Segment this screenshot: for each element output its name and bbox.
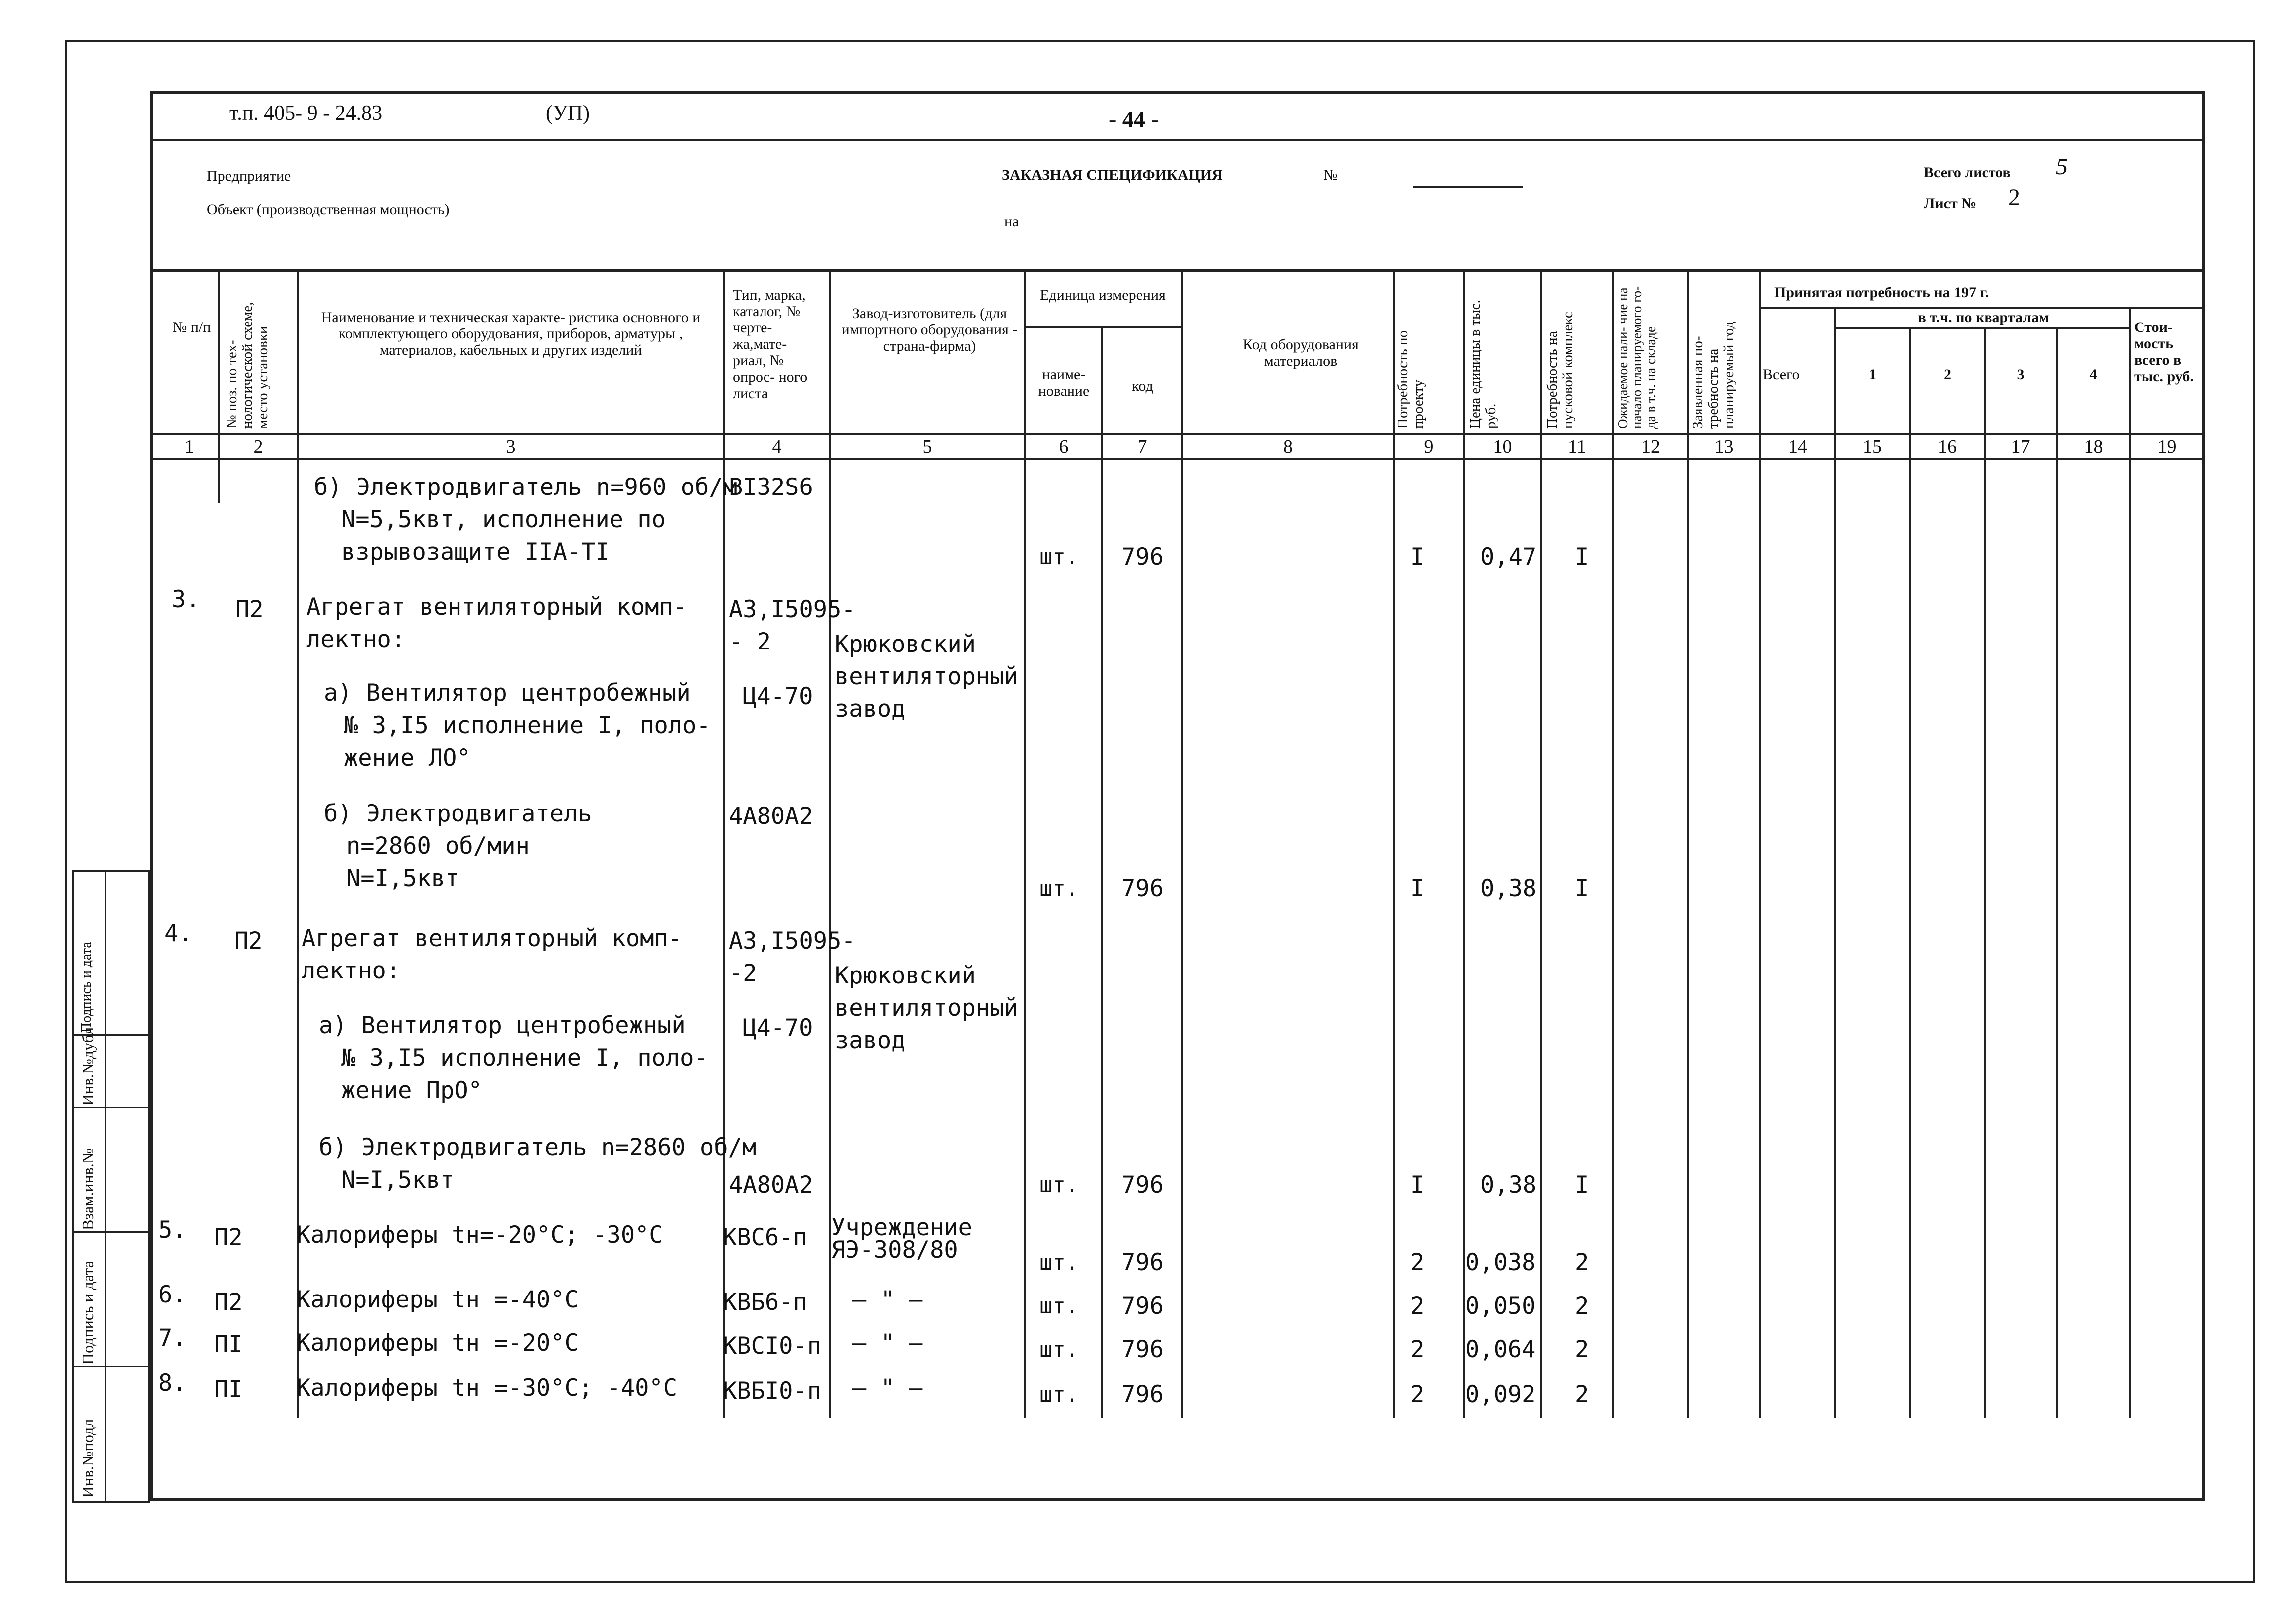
- enterprise-label: Предприятие: [207, 168, 291, 184]
- row3b-name-1: б) Электродвигатель: [324, 800, 592, 827]
- row4a-name-3: жение ПрО°: [341, 1077, 482, 1104]
- col-header-6: наиме- нование: [1038, 366, 1090, 399]
- row5-plant-2: ЯЭ-308/80: [831, 1236, 958, 1264]
- col-header-9: [1395, 279, 1426, 429]
- col-number-13: 13: [1714, 436, 1734, 457]
- row4-type-1: А3,I5095-: [729, 927, 856, 955]
- row8-position: ПI: [214, 1376, 243, 1403]
- stamp-sign-date-1: Подпись и дата: [79, 1261, 97, 1365]
- col-line-18: [2129, 308, 2131, 1418]
- quarters-subheader-line: [1834, 327, 2129, 329]
- row4-plant-3: завод: [835, 1027, 906, 1054]
- row3-unit: шт.: [1039, 876, 1079, 901]
- row3b-type: 4А80А2: [729, 803, 813, 830]
- row5-code: 796: [1121, 1249, 1164, 1276]
- col-number-17: 17: [2011, 436, 2030, 457]
- row7-price: 0,064: [1465, 1336, 1536, 1363]
- col-number-18: 18: [2084, 436, 2103, 457]
- col-number-5: 5: [922, 436, 932, 457]
- total-sheets-value: 5: [2056, 154, 2068, 180]
- header-numbers-line: [150, 433, 2205, 435]
- row0-start: I: [1575, 543, 1589, 571]
- col-header-q4: 4: [2089, 366, 2097, 383]
- row3a-name-3: жение ЛО°: [344, 744, 471, 772]
- col-header-9-text: Потребность по проекту: [1395, 330, 1426, 429]
- row7-type: КВСI0-п: [723, 1332, 822, 1360]
- sheet-value: 2: [2008, 184, 2020, 211]
- row8-name: Калориферы tн =-30°С; -40°С: [297, 1374, 678, 1402]
- row4-need: I: [1410, 1171, 1425, 1199]
- row4-name-1: Агрегат вентиляторный комп-: [302, 925, 683, 952]
- row4a-name-1: а) Вентилятор центробежный: [319, 1012, 686, 1039]
- col-number-11: 11: [1568, 436, 1586, 457]
- col-header-2: [224, 279, 271, 429]
- row8-unit: шт.: [1039, 1382, 1079, 1407]
- row5-start: 2: [1575, 1249, 1589, 1276]
- row3-price: 0,38: [1480, 875, 1537, 902]
- row6-plant: — " —: [852, 1286, 923, 1313]
- col-header-2-text: № поз. по тех- нологической схеме, место установки: [224, 302, 271, 429]
- row3b-name-2: n=2860 об/мин: [346, 832, 530, 860]
- col-header-4: Тип, марка, каталог, № черте- жа,мате- риал, № опрос- ного листа: [733, 287, 808, 402]
- row3-position: П2: [235, 596, 264, 623]
- col-number-2: 2: [253, 436, 263, 457]
- row4-price: 0,38: [1480, 1171, 1537, 1199]
- col-header-3: Наименование и техническая характе- ристика основного и комплектующего оборудования, приборов, арматуры , материалов, кабельных и других изделий: [321, 309, 701, 358]
- row3-type-1: А3,I5095-: [729, 596, 856, 623]
- row0-need: I: [1410, 543, 1425, 571]
- doc-title-no: №: [1323, 167, 1338, 183]
- col-line-16: [1984, 329, 1986, 1418]
- doc-code: т.п. 405- 9 - 24.83: [229, 102, 383, 125]
- row5-name: Калориферы tн=-20°С; -30°С: [297, 1221, 663, 1249]
- col-line-17: [2056, 329, 2058, 1418]
- row6-price: 0,050: [1465, 1293, 1536, 1320]
- row6-number: 6.: [158, 1281, 187, 1308]
- doc-number-line: [1413, 186, 1523, 188]
- header-top-line: [150, 269, 2205, 272]
- col-number-9: 9: [1424, 436, 1434, 457]
- col-number-6: 6: [1059, 436, 1069, 457]
- col-number-10: 10: [1493, 436, 1512, 457]
- row8-start: 2: [1575, 1381, 1589, 1408]
- row4-name-2: лектно:: [302, 957, 401, 984]
- row4-plant-2: вентиляторный: [835, 994, 1018, 1022]
- row6-position: П2: [214, 1289, 243, 1316]
- row3-name-2: лектно:: [306, 626, 406, 653]
- col-header-11: [1545, 279, 1576, 429]
- row4b-type: 4А80А2: [729, 1171, 813, 1199]
- row8-type: КВБI0-п: [723, 1377, 822, 1405]
- col-header-15-group: в т.ч. по кварталам: [1918, 309, 2049, 325]
- col-header-8: Код оборудования материалов: [1243, 336, 1359, 369]
- row4-code: 796: [1121, 1171, 1164, 1199]
- row3b-name-3: N=I,5квт: [346, 865, 459, 892]
- row5-position: П2: [214, 1224, 243, 1251]
- col-header-6-group: Единица измерения: [1040, 287, 1166, 303]
- page-number: - 44 -: [1109, 106, 1159, 132]
- row0-code: 796: [1121, 543, 1164, 571]
- row3a-name-2: № 3,I5 исполнение I, поло-: [344, 712, 711, 739]
- accepted-subheader-line: [1759, 307, 2205, 309]
- row3-need: I: [1410, 875, 1425, 902]
- col-number-4: 4: [772, 436, 782, 457]
- col-number-15: 15: [1863, 436, 1882, 457]
- col-header-12: [1616, 274, 1658, 429]
- row4-unit: шт.: [1039, 1172, 1079, 1198]
- doc-title-na: на: [1004, 213, 1019, 230]
- stamp-vzam-inv: Взам.инв.№: [79, 1148, 97, 1230]
- row7-code: 796: [1121, 1336, 1164, 1363]
- col-header-q1: 1: [1869, 366, 1876, 383]
- row8-need: 2: [1410, 1381, 1425, 1408]
- row4-position: П2: [234, 927, 263, 955]
- doc-title: ЗАКАЗНАЯ СПЕЦИФИКАЦИЯ: [1002, 167, 1223, 183]
- row8-number: 8.: [158, 1369, 187, 1397]
- row3a-type: Ц4-70: [743, 683, 813, 710]
- header-bottom-line: [150, 458, 2205, 460]
- col-header-1: № п/п: [172, 319, 211, 335]
- row7-start: 2: [1575, 1336, 1589, 1363]
- col-header-13-text: Заявленная по- требность на планируемый год: [1690, 321, 1737, 429]
- row5-need: 2: [1410, 1249, 1425, 1276]
- row3-number: 3.: [172, 586, 200, 613]
- row7-number: 7.: [158, 1324, 187, 1352]
- row5-unit: шт.: [1039, 1250, 1079, 1275]
- col-header-q3: 3: [2017, 366, 2025, 383]
- col-number-16: 16: [1938, 436, 1957, 457]
- row4-type-2: -2: [729, 960, 757, 987]
- col-line-14: [1834, 308, 1836, 1418]
- row4b-name-1: б) Электродвигатель n=2860 об/м: [319, 1134, 757, 1161]
- row5-type: КВС6-п: [723, 1224, 807, 1251]
- row3-code: 796: [1121, 875, 1164, 902]
- row6-need: 2: [1410, 1293, 1425, 1320]
- side-stamp-row-3: [72, 1231, 150, 1233]
- row0-name-1: б) Электродвигатель n=960 об/м: [314, 474, 737, 501]
- row3-name-1: Агрегат вентиляторный комп-: [306, 593, 688, 621]
- row6-type: КВБ6-п: [723, 1289, 807, 1316]
- row4a-name-2: № 3,I5 исполнение I, поло-: [341, 1044, 708, 1072]
- stamp-inv-dubl: Инв.№дубл: [79, 1027, 97, 1106]
- row4-start: I: [1575, 1171, 1589, 1199]
- row6-name: Калориферы tн =-40°С: [297, 1286, 579, 1313]
- stamp-sign-date-2: Подпись и дата: [79, 942, 94, 1033]
- row5-plant-1: Учреждение: [831, 1214, 972, 1241]
- col-number-14: 14: [1788, 436, 1807, 457]
- row6-unit: шт.: [1039, 1294, 1079, 1319]
- row7-name: Калориферы tн =-20°С: [297, 1329, 579, 1357]
- row3-plant-1: Крюковский: [835, 631, 976, 658]
- col-line-1: [218, 269, 220, 503]
- total-sheets-label: Всего листов: [1924, 164, 2011, 181]
- side-stamp-row-2: [72, 1107, 150, 1108]
- row0-price: 0,47: [1480, 543, 1537, 571]
- row3a-name-1: а) Вентилятор центробежный: [324, 679, 691, 707]
- row7-position: ПI: [214, 1331, 243, 1358]
- row8-code: 796: [1121, 1381, 1164, 1408]
- col-line-15: [1909, 329, 1911, 1418]
- col-header-12-text: Ожидаемое нали- чие на начало планируемого го- да в т.ч. на складе: [1615, 286, 1658, 429]
- col-header-q2: 2: [1944, 366, 1951, 383]
- col-number-1: 1: [184, 436, 194, 457]
- row7-unit: шт.: [1039, 1337, 1079, 1362]
- stamp-inv-podl: Инв.№подл: [79, 1419, 97, 1498]
- col-header-10: [1468, 279, 1499, 429]
- doc-code-suffix: (УП): [546, 102, 590, 125]
- row0-unit: шт.: [1039, 544, 1079, 570]
- row7-plant: — " —: [852, 1329, 923, 1357]
- row7-need: 2: [1410, 1336, 1425, 1363]
- col-header-19: Стои- мость всего в тыс. руб.: [2134, 319, 2194, 385]
- col-header-10-text: Цена единицы в тыс. руб.: [1467, 300, 1499, 429]
- row0-name-3: взрывозащите IIA-TI: [341, 538, 610, 566]
- row4a-type: Ц4-70: [743, 1014, 813, 1042]
- col-number-12: 12: [1641, 436, 1660, 457]
- col-number-19: 19: [2157, 436, 2177, 457]
- row5-number: 5.: [158, 1216, 187, 1244]
- col-number-8: 8: [1283, 436, 1293, 457]
- row0-type: BI32S6: [729, 474, 813, 501]
- side-stamp-divider: [105, 870, 106, 1503]
- col-header-7: код: [1132, 378, 1153, 394]
- col-header-14: Всего: [1763, 366, 1800, 383]
- title-divider: [150, 139, 2205, 141]
- row5-price: 0,038: [1465, 1249, 1536, 1276]
- row4-plant-1: Крюковский: [835, 962, 976, 989]
- col-header-11-text: Потребность на пусковой комплекс: [1544, 312, 1576, 429]
- row3-plant-2: вентиляторный: [835, 663, 1018, 690]
- row6-code: 796: [1121, 1293, 1164, 1320]
- row3-type-2: - 2: [729, 628, 771, 655]
- col-header-14-group: Принятая потребность на 197 г.: [1774, 284, 1989, 301]
- row4b-name-2: N=I,5квт: [341, 1166, 455, 1194]
- row6-start: 2: [1575, 1293, 1589, 1320]
- col-header-5: Завод-изготовитель (для импортного оборудования - страна-фирма): [841, 305, 1018, 354]
- object-label: Объект (производственная мощность): [207, 201, 450, 218]
- col-line-6: [1101, 326, 1103, 1418]
- side-stamp-row-4: [72, 1366, 150, 1367]
- row8-price: 0,092: [1465, 1381, 1536, 1408]
- row3-plant-3: завод: [835, 695, 906, 723]
- unit-subheader-line: [1024, 326, 1181, 328]
- col-number-3: 3: [506, 436, 516, 457]
- row3-start: I: [1575, 875, 1589, 902]
- row8-plant: — " —: [852, 1374, 923, 1402]
- row0-name-2: N=5,5квт, исполнение по: [341, 506, 666, 533]
- row4-number: 4.: [164, 920, 193, 947]
- sheet-label: Лист №: [1924, 195, 1977, 212]
- col-header-13: [1690, 274, 1737, 429]
- col-number-7: 7: [1137, 436, 1147, 457]
